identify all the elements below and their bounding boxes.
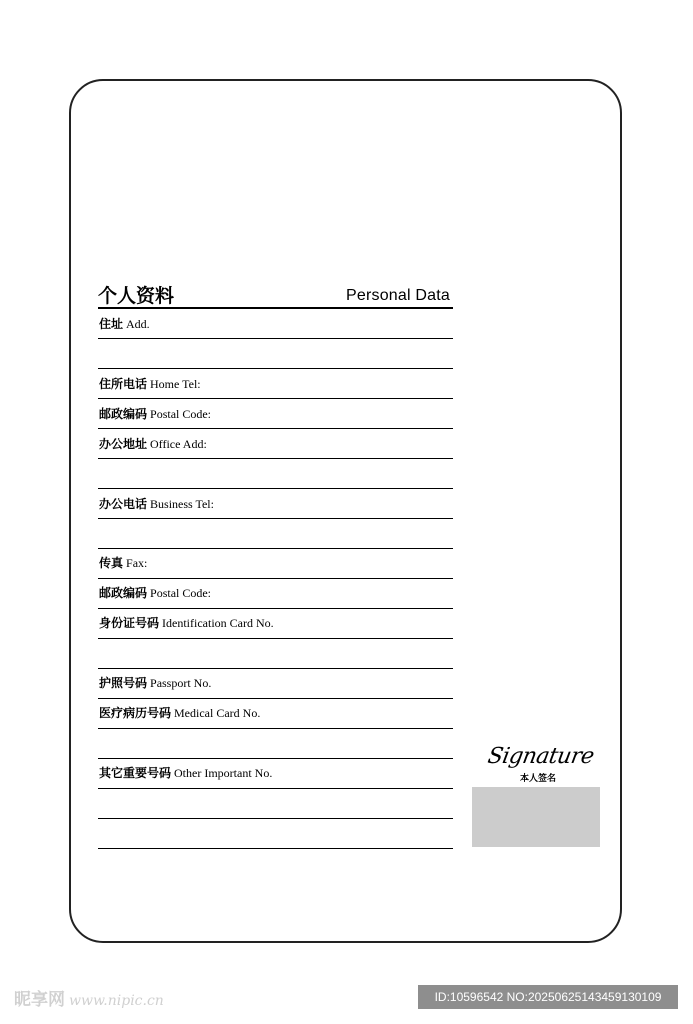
field-office-address-label — [99, 437, 207, 451]
field-label-en: Fax: — [126, 556, 148, 570]
form-title-zh: 个人资料 — [98, 285, 175, 307]
field-label-en: Postal Code: — [150, 407, 212, 421]
field-home-tel-label — [99, 377, 201, 391]
watermark-id-badge: ID:10596542 NO:20250625143459130109 — [418, 985, 678, 1009]
signature-label-zh: 本人签名 — [520, 774, 557, 784]
field-label-zh: 邮政编码 — [99, 586, 148, 600]
field-rule — [98, 788, 453, 789]
field-rule — [98, 608, 453, 609]
field-label-zh: 其它重要号码 — [99, 766, 172, 780]
field-label-en: Postal Code: — [150, 586, 212, 600]
field-rule — [98, 338, 453, 339]
field-address-label — [99, 317, 150, 331]
field-rule — [98, 848, 453, 849]
field-label-en: Office Add: — [150, 437, 207, 451]
field-medical-card-label — [99, 706, 260, 720]
field-label-en: Business Tel: — [150, 497, 214, 511]
field-rule — [98, 668, 453, 669]
field-fax-label — [99, 556, 147, 570]
field-rule — [98, 428, 453, 429]
field-label-zh: 办公电话 — [99, 497, 148, 511]
watermark-brand-text: 昵享网 — [14, 990, 65, 1010]
field-label-en: Passport No. — [150, 676, 212, 690]
field-rule — [98, 698, 453, 699]
field-rule — [98, 638, 453, 639]
field-label-zh: 住所电话 — [99, 377, 148, 391]
field-rule — [98, 488, 453, 489]
field-label-zh: 医疗病历号码 — [99, 706, 172, 720]
field-label-zh: 身份证号码 — [99, 616, 160, 630]
field-postal-code-2-label — [99, 586, 211, 600]
signature-script-title: Signature — [485, 744, 596, 769]
field-business-tel-label — [99, 497, 214, 511]
field-rule — [98, 518, 453, 519]
watermark-url: www.nipic.cn — [69, 993, 164, 1009]
field-label-en: Other Important No. — [174, 766, 273, 780]
field-label-zh: 传真 — [99, 556, 124, 570]
field-rule — [98, 368, 453, 369]
field-rule — [98, 728, 453, 729]
field-postal-code-label — [99, 407, 211, 421]
field-rule — [98, 818, 453, 819]
field-label-zh: 办公地址 — [99, 437, 148, 451]
field-rule — [98, 548, 453, 549]
field-rule — [98, 398, 453, 399]
field-label-en: Identification Card No. — [162, 616, 274, 630]
field-label-zh: 邮政编码 — [99, 407, 148, 421]
field-rule — [98, 578, 453, 579]
form-title-en: Personal Data — [346, 287, 450, 304]
field-label-zh: 住址 — [99, 317, 124, 331]
field-rule — [98, 458, 453, 459]
field-rule — [98, 758, 453, 759]
signature-box[interactable] — [472, 787, 600, 847]
field-id-card-label — [99, 616, 274, 630]
field-label-en: Add. — [126, 317, 150, 331]
watermark-brand — [14, 985, 164, 1010]
title-rule — [98, 307, 453, 309]
field-label-en: Medical Card No. — [174, 706, 261, 720]
field-other-number-label — [99, 766, 272, 780]
field-label-en: Home Tel: — [150, 377, 201, 391]
field-passport-label — [99, 676, 211, 690]
field-label-zh: 护照号码 — [99, 676, 148, 690]
